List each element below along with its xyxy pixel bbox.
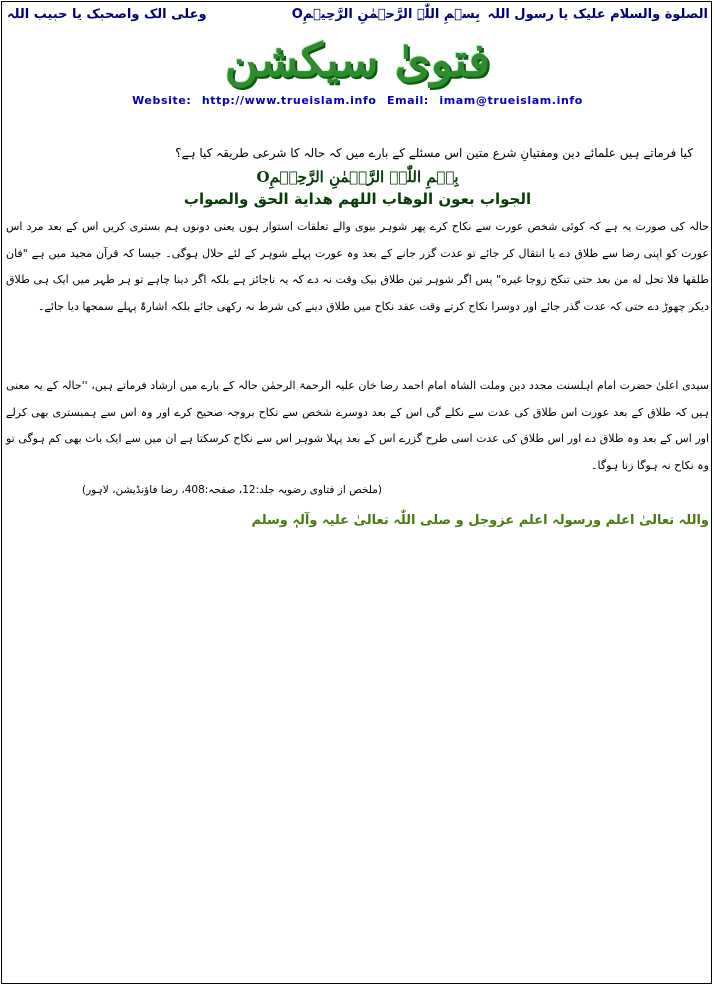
bismillah-header: بِسۡمِ اللّٰہِ الرَّحۡمٰنِ الرَّحِیۡمِO: [291, 7, 480, 22]
email-label: Email:: [386, 94, 429, 107]
question-text: کیا فرماتے ہیں علمائے دین ومفتیانِ شرع متین اس مسئلے کے بارے میں کہ حالہ کا شرعی طریقہ کیا ہے؟: [175, 146, 693, 160]
masthead: [0, 30, 715, 90]
bismillah-heading: بِسۡمِ اللّٰہِ الرَّحۡمٰنِ الرَّحِیۡمِO: [256, 168, 459, 186]
website-label: Website:: [132, 94, 192, 107]
source-citation: (ملخص از فتاوی رضویہ جلد:12، صفحہ:408، رضا فاؤنڈیشن، لاہور): [82, 484, 382, 496]
contact-line: [0, 94, 715, 107]
answer-paragraph-1: حالہ کی صورت یہ ہے کہ کوئی شخص عورت سے نکاح کرے پھر شوہر بیوی والے تعلقات استوار ہوں یعنی دونوں ہم بستری کریں اس کے بعد مرد اس عورت کو اپنی رضا سے طلاق دے یا انتقال کر جائے تو عدت گزر جانے کے بعد وہ عورت پہلے شوہر کے لئے حلال ہوگی۔ جیسا کہ قرآن مجید میں ہے "فان طلقها فلا تحل له من بعد حتى تنكح زوجا غيره" پس اگر شوہر تین طلاق بیک وقت نہ دے کہ یہ ناجائز ہے بلکہ اگر دینا چاہے تو ہر طہر میں ایک ہی طلاق دیکر چھوڑ دے حتی کہ عدت گذر جائے اور دوسرا نکاح کرتے وقت عقد نکاح میں طلاق دینے کی شرط نہ رکھی جائے بلکہ اشارۃً پہلے سمجھا دیا جائے۔: [6, 220, 709, 313]
top-salutation-strip: [3, 7, 712, 29]
website-link[interactable]: http://www.trueislam.info: [201, 94, 377, 107]
email-link[interactable]: imam@trueislam.info: [439, 94, 583, 107]
salutation-left: وعلی الک واصحبک یا حبیب اللہ: [7, 7, 207, 22]
answer-heading: الجواب بعون الوهاب اللهم هداية الحق والصواب: [183, 190, 532, 208]
answer-paragraph-2: سیدی اعلیٰ حضرت امام اہلسنت مجدد دین وملت الشاہ امام احمد رضا خان علیہ الرحمۃ الرحمٰن حالہ کے بارے میں ارشاد فرماتے ہیں، ''حالہ کے یہ معنی ہیں کہ طلاق کے بعد عورت اس طلاق کی عدت سے نکلے گی اس کے بعد دوسرے شخص سے نکاح بروجہ صحیح کرے اور وہ اس سے ہمبستری بھی کرلے اور اس کے بعد وہ طلاق دے اور اس طلاق کی عدت اسی طرح گزرے اس کے بعد پہلا شوہر اس سے نکاح کرسکتا ہے ان میں سے ایک بات بھی کم ہوگی تو وہ نکاح نہ ہوگا زنا ہوگا۔: [6, 379, 709, 472]
salutation-right: الصلوة والسلام علیک یا رسول اللہ: [487, 7, 708, 22]
fatwa-section-title: فتویٰ سیکشن: [224, 33, 491, 87]
closing-line: واللہ تعالیٰ اعلم ورسولہ اعلم عزوجل و صلی اللّٰہ تعالیٰ علیہ وآلہٖ وسلم: [251, 513, 709, 528]
